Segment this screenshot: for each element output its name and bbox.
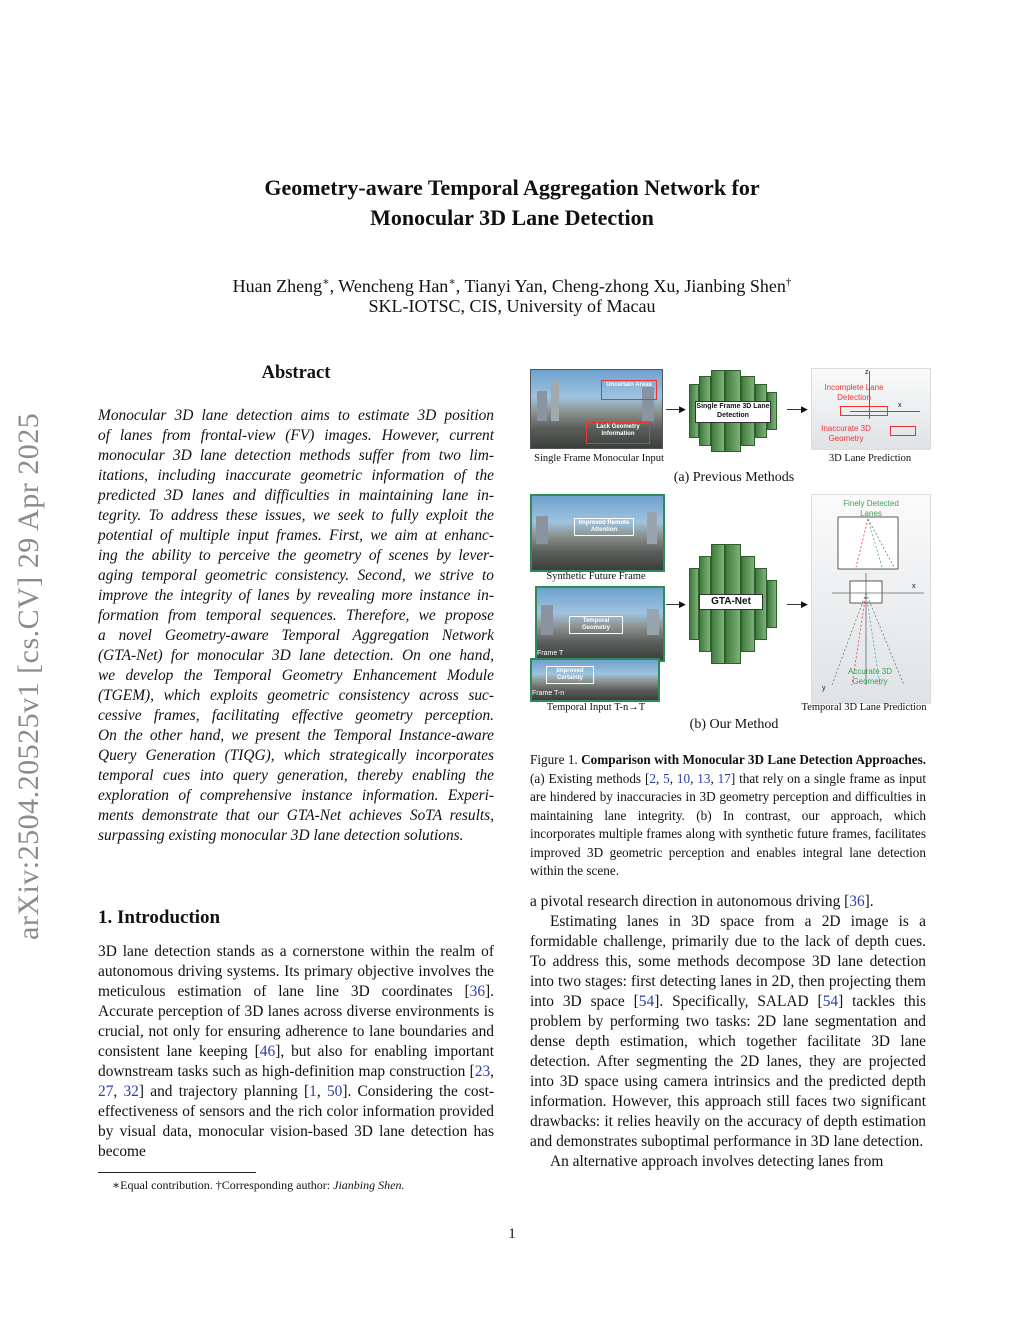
abstract-line: ing the ability to perceive the geometry of scenes by lever- xyxy=(98,547,494,564)
abstract-line: aging temporal geometric consistency. Second, we strive to xyxy=(98,567,494,584)
gta-net-network xyxy=(689,538,789,668)
paper-title-line2: Monocular 3D Lane Detection xyxy=(370,205,654,230)
axis-x-label: x xyxy=(898,402,902,409)
synthetic-frame-label: Synthetic Future Frame xyxy=(546,571,646,582)
abstract-line: itations, including inaccurate geometric information of the xyxy=(98,467,494,484)
author-c-mark: † xyxy=(785,276,792,288)
arrow-b1-head: ▶ xyxy=(679,599,686,609)
finely-detected-label: Finely Detected Lanes xyxy=(843,499,899,518)
author-a: Huan Zheng xyxy=(232,276,323,296)
intro-text-1: 3D lane detection stands as a cornerstone within the realm of autonomous driving systems. Its primary objective involves the meticulous estimation of lane line 3D coordinates [ xyxy=(98,943,494,1000)
abstract-line: monocular 3D lane detection methods suffer from two lim- xyxy=(98,447,494,464)
intro-heading: 1. Introduction xyxy=(98,907,221,928)
citation-17[interactable]: 17 xyxy=(717,770,731,786)
intro-text-2: ]. Accurate perception of 3D lanes across diverse environments is crucial, not only for ensuring adherence to lane boundaries and consistent lane keeping [ xyxy=(98,983,494,1060)
abstract-line: tegrity. To address these issues, we seek to fully exploit the xyxy=(98,507,494,524)
abstract-line: Monocular 3D lane detection aims to estimate 3D position xyxy=(98,407,494,424)
abstract-line: (TGEM), which exploits geometric consistency across suc- xyxy=(98,687,494,704)
citation-36[interactable]: 36 xyxy=(469,983,486,1000)
intro-text-3: ], but also for enabling important downstream tasks such as high-definition map construction [ xyxy=(98,1043,495,1080)
citation-10[interactable]: 10 xyxy=(676,770,691,786)
right-text-1a: Estimating lanes in 3D space from a 2D image is a formidable challenge, primarily due to the lack of depth cues. To address this, some methods decompose 3D lane detection into two stages: first detecting lanes in 2D, then projecting them into 3D space [ xyxy=(530,913,926,1010)
author-c: , Tianyi Yan, Cheng-zhong Xu, Jianbing Shen xyxy=(455,276,786,296)
single-frame-label: Single Frame Monocular Input xyxy=(534,453,664,464)
abstract-line: of lanes from frontal-view (FV) images. However, current xyxy=(98,427,494,444)
abstract-line: ments demonstrate that our GTA-Net achieves SoTA results, xyxy=(98,807,494,824)
paper-title-line1: Geometry-aware Temporal Aggregation Network for xyxy=(264,175,760,200)
abstract-line: potential of multiple input frames. First, we aim at enhanc- xyxy=(98,527,494,544)
incomplete-label: Incomplete Lane Detection xyxy=(824,383,884,402)
improved-attention-text: Improved Remote Attention xyxy=(578,520,630,533)
single-frame-network xyxy=(689,366,789,454)
intro-text-5: ]. Considering the cost-effectiveness of sensors and the rich color information provided by visual data, monocular vision-based 3D lane detection has become xyxy=(98,1083,494,1160)
citation-54a[interactable]: 54 xyxy=(638,993,655,1010)
subcaption-a: (a) Previous Methods xyxy=(673,470,795,485)
abstract-line: predicted 3D lanes and difficulties in maintaining lane in- xyxy=(98,487,494,504)
citation-46[interactable]: 46 xyxy=(259,1043,276,1060)
author-b-mark: ∗ xyxy=(448,276,456,288)
arxiv-side-label: arXiv:2504.20525v1 [cs.CV] 29 Apr 2025 xyxy=(12,412,45,940)
abstract-line: surpassing existing monocular 3D lane detection solutions. xyxy=(98,827,464,844)
footnote xyxy=(112,1178,404,1193)
author-list xyxy=(0,271,1024,298)
single-frame-block-label: Single Frame 3D Lane Detection xyxy=(695,401,771,423)
3d-prediction-label: 3D Lane Prediction xyxy=(828,453,912,464)
lack-geometry-text: Lack Geometry Information xyxy=(596,424,640,437)
gta-net-label: GTA-Net xyxy=(699,594,763,610)
caption-label: Figure 1. xyxy=(530,752,582,767)
right-text-0b: ]. xyxy=(864,893,874,910)
citation-32[interactable]: 32 xyxy=(123,1083,139,1100)
citation-27[interactable]: 27 xyxy=(98,1083,114,1100)
frame-tn-label: Frame T-n xyxy=(532,690,565,697)
temporal-input-label: Temporal Input T-n→T xyxy=(546,702,646,713)
abstract-line: we develop the Temporal Geometry Enhancement Module xyxy=(98,667,494,684)
temporal-geometry-text: Temporal Geometry xyxy=(581,618,610,631)
frame-t-label: Frame T xyxy=(537,650,564,657)
abstract-line: (GTA-Net) for monocular 3D lane detection. On one hand, xyxy=(98,647,494,664)
arrow-a2-head: ▶ xyxy=(801,404,808,414)
axis-y-label: y xyxy=(822,685,826,692)
author-b: , Wencheng Han xyxy=(329,276,449,296)
intro-paragraph: 3D lane detection stands as a cornerstone within the realm of autonomous driving systems. Its primary objective involves the meticulous estimation of lane line 3D coordinates [36]. Accurate perception of 3D lanes across diverse environments is crucial, not only for ensuring adherence to lane boundaries and consistent lane keeping [46], but also for enabling important downstream tasks such as high-definition map construction [23, 27, 32] and trajectory planning [1, 50]. Considering the cost-effectiveness of sensors and the rich color information provided by visual data, monocular vision-based 3D lane detection has become xyxy=(98,943,495,1160)
citation-2[interactable]: 2 xyxy=(649,770,656,786)
page-number: 1 xyxy=(508,1226,516,1242)
abstract-line: On the other hand, we present the Temporal Instance-aware xyxy=(98,727,494,744)
uncertain-areas-text: Uncertain Areas xyxy=(606,382,652,388)
right-text-1c: ] tackles this problem by performing two tasks: 2D lane segmentation and dense depth estimation, which together facilitate 3D lane detection. After segmenting the 2D lanes, they are projected into 3D space using camera intrinsics and the predicted depth information. However, this approach still faces two significant drawbacks: it relies heavily on the accuracy of depth estimation and demonstrates suboptimal performance in 3D lane detection. xyxy=(530,993,926,1150)
abstract-heading: Abstract xyxy=(261,363,331,383)
citation-23[interactable]: 23 xyxy=(474,1063,491,1080)
incomplete-box xyxy=(840,406,888,416)
footnote-rule xyxy=(98,1172,256,1173)
figure-caption: Figure 1. Comparison with Monocular 3D Lane Detection Approaches. (a) Existing methods [2, 5, 10, 13, 17] that rely on a single frame as input are hindered by inaccuracies in 3D geometry perception and difficulties in maintaining lane integrity. (b) In contrast, our approach, which incorporates multiple frames along with synthetic future frames, facilitates improved 3D geometric perception and enables integral lane detection within the scene. xyxy=(530,752,926,878)
subcaption-b: (b) Our Method xyxy=(689,717,779,732)
right-paragraph-2: An alternative approach involves detecting lanes from xyxy=(550,1153,884,1170)
uncertain-areas-box xyxy=(601,380,657,400)
citation-13[interactable]: 13 xyxy=(697,770,711,786)
right-text-1b: ]. Specifically, SALAD [ xyxy=(654,993,823,1010)
citation-36b[interactable]: 36 xyxy=(849,893,865,910)
abstract-line: improve the integrity of lanes by revealing more instance in- xyxy=(98,587,494,604)
arrow-a1-head: ▶ xyxy=(679,404,686,414)
single-frame-image xyxy=(530,369,663,449)
temporal-geometry-box xyxy=(569,616,623,634)
inaccurate-label: Inaccurate 3D Geometry xyxy=(821,424,871,443)
figure-1 xyxy=(529,366,929,741)
caption-text-1: (a) Existing methods [ xyxy=(530,770,650,786)
inaccurate-box xyxy=(890,426,916,436)
citation-1[interactable]: 1 xyxy=(309,1083,317,1100)
3d-prediction-b xyxy=(811,494,931,704)
improved-certainty-text: Improved Certainty xyxy=(556,668,584,681)
citation-50[interactable]: 50 xyxy=(326,1083,343,1100)
accurate-geometry-label: Accurate 3D Geometry xyxy=(847,667,893,686)
abstract-line: formation from temporal sequences. Therefore, we propose xyxy=(98,607,494,624)
citation-5[interactable]: 5 xyxy=(663,770,670,786)
temporal-prediction-label: Temporal 3D Lane Prediction xyxy=(801,702,927,713)
author-a-mark: ∗ xyxy=(322,276,330,288)
abstract-line: Query Generation (TIQG), which strategically incorporates xyxy=(98,747,494,764)
caption-title: Comparison with Monocular 3D Lane Detection Approaches. xyxy=(581,752,926,767)
improved-certainty-box xyxy=(546,666,594,684)
abstract-line: exploration of comprehensive instance information. Experi- xyxy=(98,787,494,804)
abstract-line: cessive frames, facilitating effective geometry perception. xyxy=(98,707,494,724)
abstract-line: temporal cues into query generation, thereby enabling the xyxy=(98,767,494,784)
abstract-body xyxy=(98,406,494,846)
synthetic-frame-image xyxy=(530,494,665,572)
axis-x-label-b: x xyxy=(912,583,916,590)
arrow-b2-head: ▶ xyxy=(801,599,808,609)
caption-text-2: ] that rely on a single frame as input are hindered by inaccuracies in 3D geometry perception and difficulties in maintaining lane integrity. (b) In contrast, our approach, which incorporates multiple frames along with synthetic future frames, facilitates improved 3D geometric perception and enables integral lane detection within the scene. xyxy=(530,770,926,878)
3d-prediction-a xyxy=(811,368,931,450)
lack-geometry-box xyxy=(586,422,650,444)
citation-54b[interactable]: 54 xyxy=(822,993,839,1010)
abstract-line: a novel Geometry-aware Temporal Aggregation Network xyxy=(98,627,494,644)
affiliation: SKL-IOTSC, CIS, University of Macau xyxy=(368,296,656,316)
right-column-text xyxy=(530,892,926,1172)
right-text-0a: a pivotal research direction in autonomous driving [ xyxy=(530,893,850,910)
intro-text-4: ] and trajectory planning [ xyxy=(138,1083,310,1100)
footnote-text: ∗Equal contribution. †Corresponding author: xyxy=(112,1178,334,1192)
footnote-author: Jianbing Shen. xyxy=(333,1178,405,1192)
right-paragraph-0 xyxy=(530,892,926,912)
improved-attention-box xyxy=(574,518,634,536)
axis-z-label: z xyxy=(865,369,869,376)
right-paragraph-1 xyxy=(530,912,926,1152)
